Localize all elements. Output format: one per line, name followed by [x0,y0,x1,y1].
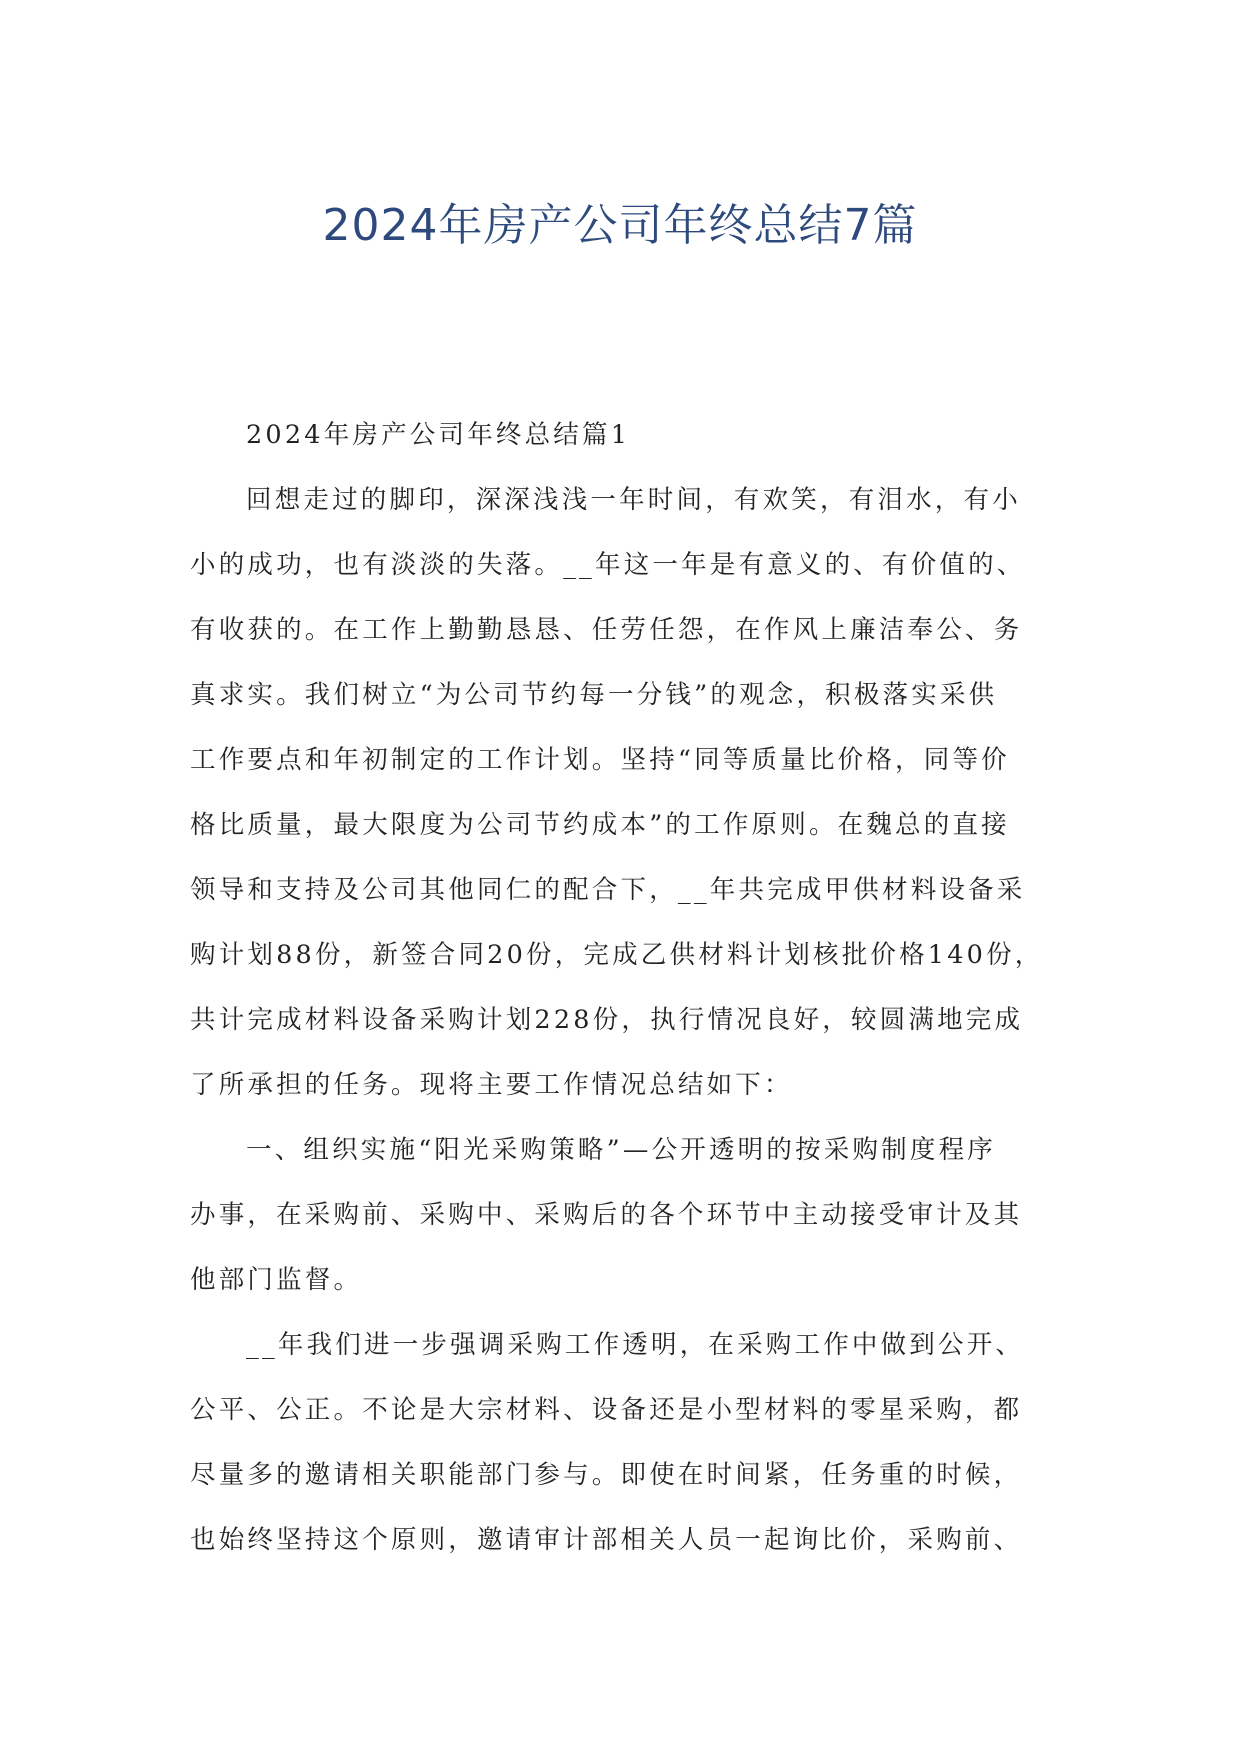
paragraph-line: 他部门监督。 [190,1265,363,1295]
paragraph-line: 工作要点和年初制定的工作计划。坚持“同等质量比价格，同等价 [190,745,1010,775]
paragraph-line: 小的成功，也有淡淡的失落。__年这一年是有意义的、有价值的、 [190,550,1026,580]
document-title: 2024年房产公司年终总结7篇 [322,200,918,251]
paragraph-line: 尽量多的邀请相关职能部门参与。即使在时间紧，任务重的时候， [190,1460,1023,1490]
paragraph-line: 办事，在采购前、采购中、采购后的各个环节中主动接受审计及其 [190,1200,1023,1230]
paragraph-line: 也始终坚持这个原则，邀请审计部相关人员一起询比价，采购前、 [190,1525,1023,1555]
paragraph-line: 格比质量，最大限度为公司节约成本”的工作原则。在魏总的直接 [190,810,1010,840]
paragraph-line: 购计划88份，新签合同20份，完成乙供材料计划核批价格140份， [190,940,1044,970]
section-heading: 2024年房产公司年终总结篇1 [246,420,631,450]
paragraph-line: 真求实。我们树立“为公司节约每一分钱”的观念，积极落实采供 [190,680,998,710]
paragraph-line: 领导和支持及公司其他同仁的配合下，__年共完成甲供材料设备采 [190,875,1026,905]
paragraph-line: 公平、公正。不论是大宗材料、设备还是小型材料的零星采购，都 [190,1395,1023,1425]
paragraph-line: 共计完成材料设备采购计划228份，执行情况良好，较圆满地完成 [190,1005,1024,1035]
paragraph-line: 有收获的。在工作上勤勤恳恳、任劳任怨，在作风上廉洁奉公、务 [190,615,1023,645]
paragraph-line: 回想走过的脚印，深深浅浅一年时间，有欢笑，有泪水，有小 [246,485,1021,515]
paragraph-line: __年我们进一步强调采购工作透明，在采购工作中做到公开、 [246,1330,1025,1360]
document-body [190,403,1044,1573]
paragraph-line: 了所承担的任务。现将主要工作情况总结如下： [190,1070,793,1100]
paragraph-line: 一、组织实施“阳光采购策略”—公开透明的按采购制度程序 [246,1135,996,1165]
